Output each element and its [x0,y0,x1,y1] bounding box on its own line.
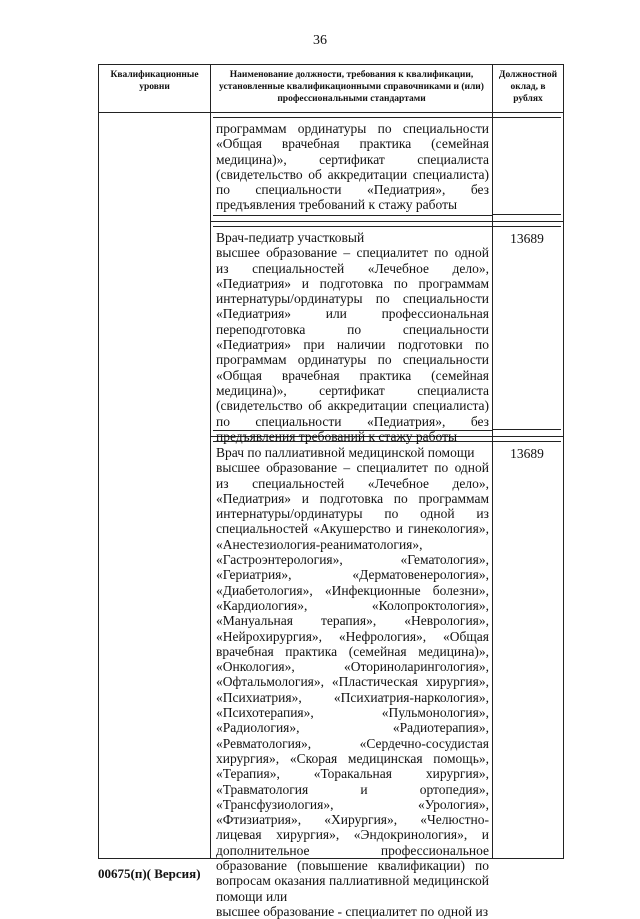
position-text: Врач-педиатр участковый высшее образование – специалитет по одной из специальностей «Лечебное дело», «Педиатрия» и подготовка по программам интернатуры/ординатуры по специальности «Педиатрия» или профессиональная переподготовка по специальности «Педиатрия» при наличии подготовки по программам ординатуры по специальности «Общая врачебная практика (семейная медицина)», сертификат специалиста (свидетельство об аккредитации специалиста) по специальности «Педиатрия», без предъявления требований к стажу работы [213,226,492,431]
salary-value: 13689 [493,226,561,430]
level-cell [99,113,211,859]
page-number: 36 [313,33,327,48]
position-text: программам ординатуры по специальности «Общая врачебная практика (семейная медицина)», сертификат специалиста (свидетельство об аккредитации специалиста) по специальности «Педиатрия», без предъявления требований к стажу работы [213,117,492,216]
salary-cell [493,222,564,437]
document-footer: 00675(п)( Версия) [98,866,201,881]
table-header-row [99,65,564,113]
position-cell [211,113,493,222]
salary-cell [493,437,564,859]
salary-value: 13689 [493,441,561,857]
salary-cell [493,113,564,222]
position-cell [211,437,493,919]
header-levels: Квалификационные уровни [99,65,211,113]
position-cell [211,222,493,444]
position-text: Врач по паллиативной медицинской помощи высшее образование – специалитет по одной из специальностей «Лечебное дело», «Педиатрия» и подготовка по программам интернатуры/ординатуры по одной из специальностей «Акушерство и гинекология», «Анестезиология-реаниматология», «Гастроэнтерология», «Гематология», «Гериатрия», «Дерматовенерология», «Диабетология», «Инфекционные болезни», «Кардиология», «Колопроктология», «Мануальная терапия», «Неврология», «Нейрохирургия», «Нефрология», «Общая врачебная практика (семейная медицина)», «Онкология», «Оториноларингология», «Офтальмология», «Пластическая хирургия», «Психиатрия», «Психиатрия-наркология», «Психотерапия», «Пульмонология», «Радиология», «Радиотерапия», «Ревматология», «Сердечно-сосудистая хирургия», «Скорая медицинская помощь», «Терапия», «Торакальная хирургия», «Травматология и ортопедия», «Трансфузиология», «Урология», «Фтизиатрия», «Хирургия», «Челюстно-лицевая хирургия», «Эндокринология», и дополнительное профессиональное образование (повышение квалификации) по вопросам оказания паллиативной медицинской помощи или высшее образование - специалитет по одной из [213,441,492,858]
header-position: Наименование должности, требования к квалификации, установленные квалификационными справочниками и (или) профессиональными стандартами [211,65,493,113]
header-salary: Должностной оклад, в рублях [493,65,564,113]
table-row [99,113,564,222]
salary-value [493,117,561,215]
